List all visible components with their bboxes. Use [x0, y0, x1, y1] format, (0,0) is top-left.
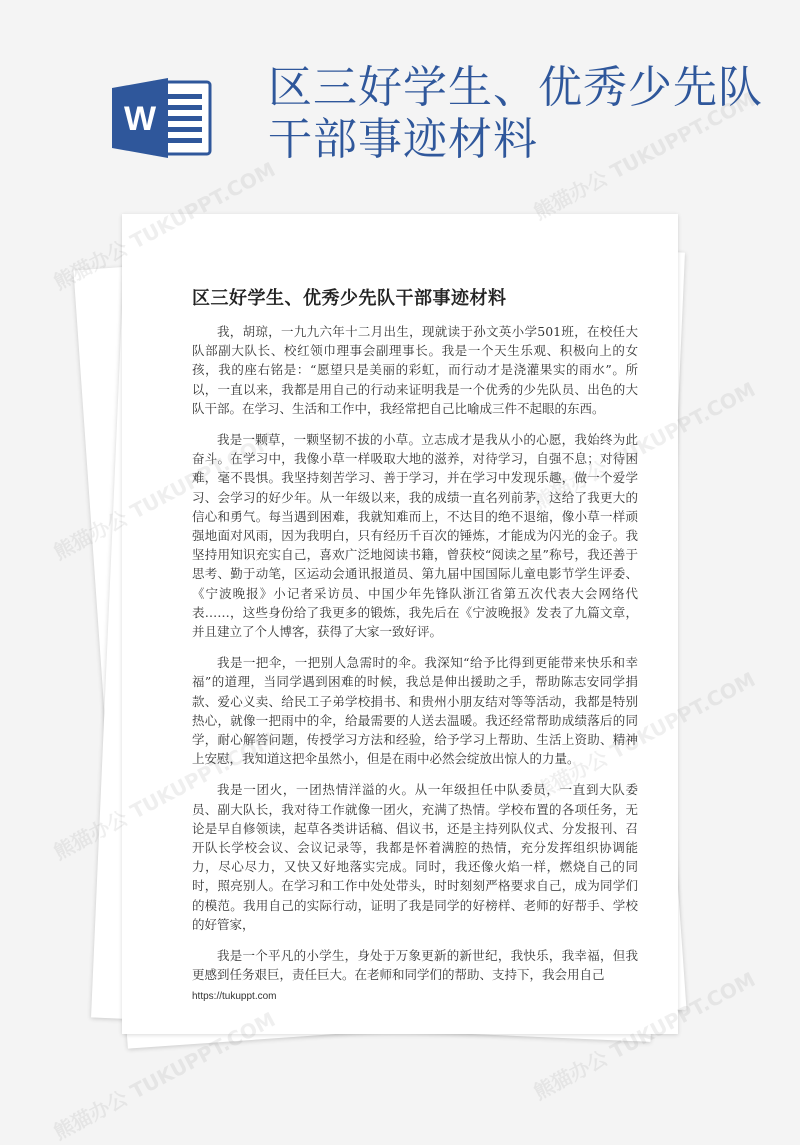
watermark-text: 熊猫办公 TUKUPPT.COM	[529, 967, 760, 1105]
document-page	[122, 214, 678, 1034]
watermark-text: 熊猫办公 TUKUPPT.COM	[49, 157, 280, 295]
watermark-text: 熊猫办公 TUKUPPT.COM	[529, 87, 760, 225]
document-body	[192, 322, 638, 997]
paragraph-3: 我是一把伞，一把别人急需时的伞。我深知“给予比得到更能带来快乐和幸福”的道理，当同学遇到困难的时候，我总是伸出援助之手，帮助陈志安同学捐款、爱心义卖、给民工子弟学校捐书、和贵州小朋友结对等等活动，我都是特别热心，就像一把雨中的伞，给最需要的人送去温暖。我还经常帮助成绩落后的同学，耐心解答问题，传授学习方法和经验，给予学习上帮助、生活上资助、精神上安慰，我知道这把伞虽然小，但是在雨中必然会绽放出惊人的力量。	[192, 655, 638, 767]
svg-text:W: W	[123, 100, 157, 138]
watermark-text: 熊猫办公	[49, 805, 132, 865]
paragraph-2: 我是一颗草，一颗坚韧不拔的小草。立志成才是我从小的心愿，我始终为此奋斗。在学习中，我像小草一样吸取大地的滋养，对待学习，自强不息；对待困难，毫不畏惧。我坚持刻苦学习、善于学习，并在学习中发现乐趣，做一个爱学习、会学习的好少年。从一年级以来，我的成绩一直名列前茅，这给了我更大的信心和勇气。每当遇到困难，我就知难而上，不达目的绝不退缩，像小草一样顽强地面对风雨，因为我明白，只有经历千百次的锤炼，才能成为闪光的金子。我坚持用知识充实自己，喜欢广泛地阅读书籍，曾获校“阅读之星”称号，我还善于思考、勤于动笔，区运动会通讯报道员、第九届中国国际儿童电影节学生评委、《宁波晚报》小记者采访员、中国少年先锋队浙江省第五次代表大会网络代表……，这些身份给了我更多的锻炼，我先后在《宁波晚报》发表了九篇文章，并且建立了个人博客，获得了大家一致好评。	[192, 432, 638, 640]
watermark-text: 熊猫办公	[49, 505, 132, 565]
word-document-icon	[112, 78, 216, 158]
footer-url: https://tukuppt.com	[192, 991, 277, 1002]
paragraph-1: 我，胡琼，一九九六年十二月出生，现就读于孙文英小学501班，在校任大队部副大队长、校红领巾理事会副理事长。我是一个天生乐观、积极向上的女孩，我的座右铭是：“愿望只是美丽的彩虹，而行动才是浇灌果实的雨水”。所以，一直以来，我都是用自己的行动来证明我是一个优秀的少先队员、出色的大队干部。在学习、生活和工作中，我经常把自己比喻成三件不起眼的东西。	[192, 324, 638, 416]
banner-title: 区三好学生、优秀少先队干部事迹材料	[268, 62, 763, 165]
document-title: 区三好学生、优秀少先队干部事迹材料	[192, 288, 507, 309]
paragraph-4: 我是一团火，一团热情洋溢的火。从一年级担任中队委员，一直到大队委员、副大队长，我对待工作就像一团火，充满了热情。学校布置的各项任务，无论是早自修领读，起草各类讲话稿、倡议书，还是主持列队仪式、分发报刊、召开队长学校会议、会议记录等，我都是怀着满腔的热情，充分发挥组织协调能力，尽心尽力，又快又好地落实完成。同时，我还像火焰一样，燃烧自己的同时，照亮别人。在学习和工作中处处带头，时时刻刻严格要求自己，成为同学们的模范。我用自己的实际行动，证明了我是同学的好榜样、老师的好帮手、学校的好管家，	[192, 782, 638, 932]
watermark-text: TUKUPPT.COM	[606, 377, 760, 474]
watermark-text: 熊猫办公 TUKUPPT.COM	[49, 1007, 280, 1145]
watermark-text: TUKUPPT.COM	[606, 667, 760, 764]
paragraph-5: 我是一个平凡的小学生，身处于万象更新的新世纪，我快乐，我幸福，但我更感到任务艰巨，责任巨大。在老师和同学们的帮助、支持下，我会用自己	[192, 948, 638, 983]
